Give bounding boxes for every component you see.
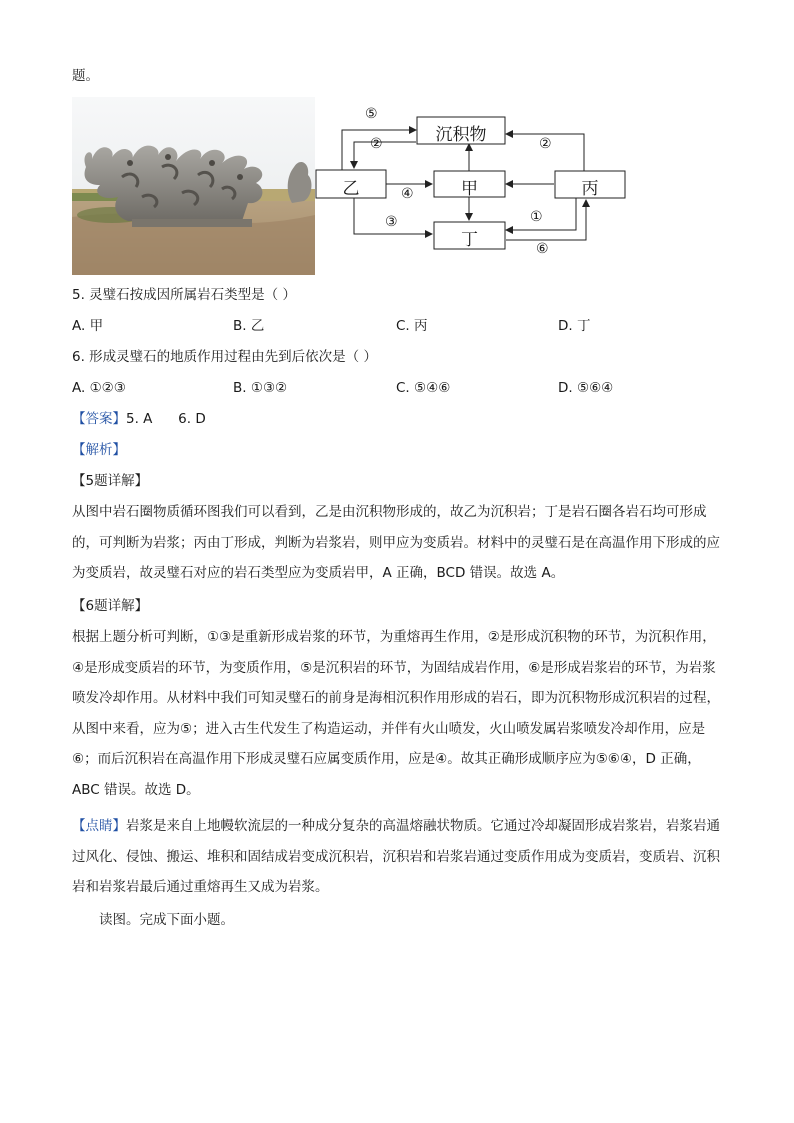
- rock-photo-illustration: [72, 97, 315, 275]
- ding-box: 丁: [461, 230, 478, 250]
- q5-option-d: D. 丁: [558, 318, 591, 334]
- question-5-stem: 5. 灵璧石按成因所属岩石类型是（ ）: [72, 287, 296, 303]
- q6-option-a: A. ①②③: [72, 380, 126, 396]
- lingbi-stone-photo: [72, 97, 315, 275]
- tip-text: 岩浆是来自上地幔软流层的一种成分复杂的高温熔融状物质。它通过冷却凝固形成岩浆岩，岩浆岩通过风化、侵蚀、搬运、堆积和固结成岩变成沉积岩，沉积岩和岩浆岩通过变质作用成为变质岩，变质岩、沉积岩和岩浆岩最后通过重熔再生又成为岩浆。: [72, 818, 720, 895]
- detail-6-heading: 【6题详解】: [72, 598, 149, 614]
- label-3: ③: [385, 214, 398, 230]
- detail-5-text: 从图中岩石圈物质循环图我们可以看到，乙是由沉积物形成的，故乙为沉积岩；丁是岩石圈各岩石均可形成的，可判断为岩浆；丙由丁形成，判断为岩浆岩，则甲应为变质岩。材料中的灵璧石是在高温作用下形成的应为变质岩，故灵璧石对应的岩石类型应为变质岩甲，A 正确，BCD 错误。故选 A。: [72, 504, 720, 581]
- q5-option-a: A. 甲: [72, 318, 104, 334]
- bing-box: 丙: [581, 179, 599, 199]
- intro-tail: 题。: [72, 68, 99, 84]
- tip-tag: 【点睛】: [72, 818, 126, 834]
- sediment-box: 沉积物: [435, 125, 487, 145]
- label-2-right: ②: [539, 136, 552, 152]
- question-6-stem: 6. 形成灵璧石的地质作用过程由先到后依次是（ ）: [72, 349, 377, 365]
- answer-text: 5. A 6. D: [126, 411, 206, 427]
- outro-text: 读图。完成下面小题。: [99, 912, 234, 928]
- detail-6-text: 根据上题分析可判断，①③是重新形成岩浆的环节，为重熔再生作用，②是形成沉积物的环节，为沉积作用，④是形成变质岩的环节，为变质作用，⑤是沉积岩的环节，为固结成岩作用，⑥是形成岩浆岩的环节，为岩浆喷发冷却作用。从材料中我们可知灵璧石的前身是海相沉积作用形成的岩石，即为沉积物形成沉积岩的过程，从图中来看，应为⑤；进入古生代发生了构造运动，并伴有火山喷发，火山喷发属岩浆喷发冷却作用，应是⑥；而后沉积岩在高温作用下形成灵璧石应属变质作用，应是④。故其正确形成顺序应为⑤⑥④，D 正确，ABC 错误。故选 D。: [72, 629, 720, 798]
- q5-option-b: B. 乙: [233, 318, 265, 334]
- q6-option-d: D. ⑤⑥④: [558, 380, 614, 396]
- q5-option-c: C. 丙: [396, 318, 428, 334]
- q6-option-b: B. ①③②: [233, 380, 288, 396]
- label-4: ④: [401, 186, 414, 202]
- analysis-tag: 【解析】: [72, 442, 126, 458]
- label-1: ①: [530, 209, 543, 225]
- label-6: ⑥: [536, 241, 549, 257]
- rock-cycle-diagram: [314, 104, 634, 264]
- answer-line: [72, 409, 206, 429]
- label-5: ⑤: [365, 106, 378, 122]
- detail-5-heading: 【5题详解】: [72, 473, 149, 489]
- answer-tag: 【答案】: [72, 411, 126, 427]
- yi-box: 乙: [342, 179, 360, 199]
- q6-option-c: C. ⑤④⑥: [396, 380, 451, 396]
- label-2-left: ②: [370, 136, 383, 152]
- tip-paragraph: [72, 811, 722, 903]
- jia-box: 甲: [461, 179, 478, 199]
